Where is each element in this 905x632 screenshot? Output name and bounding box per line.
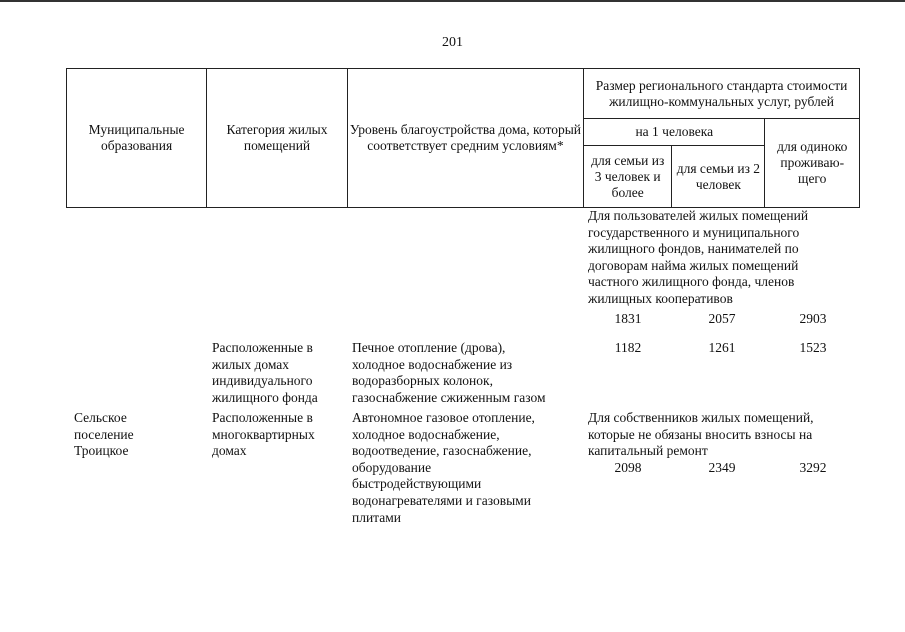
row2-category: Расположенные в многоквартирных домах bbox=[212, 410, 315, 459]
row1-value-single: 1523 bbox=[799, 340, 827, 355]
header-municipality: Муниципальные образования bbox=[67, 69, 207, 208]
row1-category: Расположенные в жилых домах индивидуального жилищного фонда bbox=[212, 340, 318, 405]
header-per-person: на 1 человека bbox=[584, 119, 765, 146]
municipality-name: Сельское поселение Троицкое bbox=[74, 410, 134, 459]
page-number: 201 bbox=[442, 35, 463, 50]
group2-title: Для собственников жилых помещений, которые не обязаны вносить взносы на капитальный ремонт bbox=[588, 410, 814, 459]
row1-value-family2: 1261 bbox=[708, 340, 736, 355]
row1-level: Печное отопление (дрова), холодное водоснабжение из водоразборных колонок, газоснабжение сжиженным газом bbox=[352, 340, 546, 405]
header-level: Уровень благоустройства дома, который соответствует средним условиям* bbox=[347, 69, 583, 208]
header-category: Категория жилых помещений bbox=[207, 69, 348, 208]
group2-value-family2: 2349 bbox=[708, 460, 736, 475]
group1-value-family2: 2057 bbox=[708, 311, 736, 326]
header-family3: для семьи из 3 человек и более bbox=[584, 146, 672, 208]
group2-value-family3: 2098 bbox=[614, 460, 642, 475]
header-standard: Размер регионального стандарта стоимости жилищно-коммунальных услуг, рублей bbox=[584, 69, 860, 119]
top-rule bbox=[0, 0, 905, 2]
group2-value-single: 3292 bbox=[799, 460, 827, 475]
row2-level: Автономное газовое отопление, холодное водоснабжение, водоотведение, газоснабжение, оборудование быстродействующими водонагревателями и газовыми плитами bbox=[352, 410, 535, 525]
group1-value-family3: 1831 bbox=[614, 311, 642, 326]
group1-value-single: 2903 bbox=[799, 311, 827, 326]
header-family2: для семьи из 2 человек bbox=[672, 146, 765, 208]
header-table bbox=[66, 68, 860, 208]
group1-title: Для пользователей жилых помещений государственного и муниципального жилищного фондов, нанимателей по договорам найма жилых помещений частного жилищного фонда, членов жилищных кооперативов bbox=[588, 208, 809, 306]
row1-value-family3: 1182 bbox=[614, 340, 642, 355]
header-single: для одиноко проживаю-щего bbox=[765, 119, 860, 208]
